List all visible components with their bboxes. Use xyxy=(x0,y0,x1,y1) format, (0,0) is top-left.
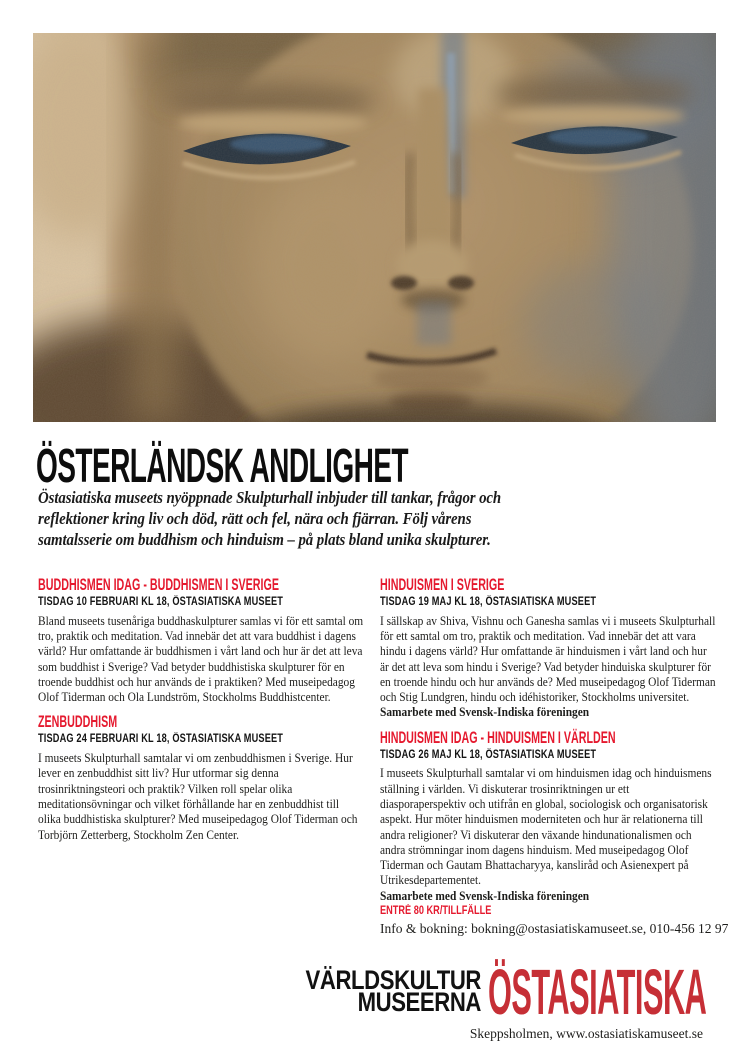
event-heading: HINDUISMEN I SVERIGE xyxy=(380,575,505,594)
event-description: I sällskap av Shiva, Vishnu och Ganesha samlas vi i museets Skulpturhall för ett samtal om tro, praktik och meditation. Vad innebär det att vara hindu i dagens värld? Hur omfattande är hinduismen i vårt land och hur är det att leva som hindu i Sverige? Vad betyder hinduiska skulpturer för en troende hindu och hur används de? Med museipedagog Olof Tiderman och Stig Lundgren, hindu och idéhistoriker, Stockholms universitet. xyxy=(380,612,716,705)
events-column-left xyxy=(38,576,364,851)
event-description: Bland museets tusenåriga buddhaskulpturer samlas vi för ett samtal om tro, praktik och meditation. Vad innebär det att vara buddhist i dagens värld? Hur omfattande är buddhismen i vårt land och hur är det att leva som buddhist i Sverige? Vad betyder buddhistiska skulpturer för en troende buddhist och hur används de i praktiken? Med museipedagog Olof Tiderman och Ola Lundström, Stockholms Buddhistcenter. xyxy=(38,612,364,705)
ostasiatiska-logo: ÖSTASIATISKA xyxy=(488,956,707,1028)
event-heading: BUDDHISMEN IDAG - BUDDHISMEN I SVERIGE xyxy=(38,575,279,594)
event-datetime: TISDAG 26 MAJ KL 18, ÖSTASIATISKA MUSEET xyxy=(380,748,597,761)
event-heading: ZENBUDDHISM xyxy=(38,712,118,732)
event-datetime: TISDAG 19 MAJ KL 18, ÖSTASIATISKA MUSEET xyxy=(380,596,597,608)
events-column-right xyxy=(380,576,716,912)
event-section-hinduismen-idag xyxy=(380,729,716,903)
intro-paragraph: Östasiatiska museets nyöppnade Skulpturhall inbjuder till tankar, frågor och reflektioner kring liv och död, rätt och fel, nära och fjärran. Följ vårens samtalsserie om buddhism och hinduism – på plats bland unika skulpturer. xyxy=(38,488,502,549)
varldskulturmuseerna-logo xyxy=(87,965,481,1017)
entry-fee-label: ENTRÉ 80 KR/TILLFÄLLE xyxy=(380,905,492,917)
booking-contact-line: Info & bokning: bokning@ostasiatiskamuseet.se, 010-456 12 97 xyxy=(380,920,729,936)
hero-photo xyxy=(33,33,716,422)
event-datetime: TISDAG 10 FEBRUARI KL 18, ÖSTASIATISKA MUSEET xyxy=(38,596,284,608)
buddha-face-illustration xyxy=(33,33,716,422)
booking-info-block xyxy=(380,905,728,937)
logo-line-1: VÄRLDSKULTUR xyxy=(305,965,481,995)
museum-address-tagline: Skeppsholmen, www.ostasiatiskamuseet.se xyxy=(469,1026,703,1041)
event-section-hinduismen-i-sverige xyxy=(380,576,716,720)
event-partner-note: Samarbete med Svensk-Indiska föreningen xyxy=(380,704,590,720)
event-description: I museets Skulpturhall samtalar vi om hinduismen idag och hinduismens ställning i världen. Vi diskuterar trosinriktningen ur ett diasporaperspektiv och utifrån en global, sociologisk och organisatorisk aspekt. Hur möter hinduismen moderniteten och hur är relationerna till andra religioner? Vi diskuterar den växande hindunationalismen och andra strömningar inom dagens hinduism. Med museipedagog Olof Tiderman och Gautam Bhattacharyya, kansliråd och Asienexpert på Utrikesdepartementet. xyxy=(380,765,712,888)
event-description: I museets Skulpturhall samtalar vi om zenbuddhismen i Sverige. Hur lever en zenbuddhist sitt liv? Hur utformar sig denna trosinriktningsteori och praktik? Vilken roll spelar olika meditationsövningar och vilket förhållande har en zenbuddhist till olika buddhistiska skulpturer? Med museipedagog Olof Tiderman och Torbjörn Zetterberg, Stockholm Zen Center. xyxy=(38,750,358,842)
event-heading: HINDUISMEN IDAG - HINDUISMEN I VÄRLDEN xyxy=(380,727,616,747)
event-datetime: TISDAG 24 FEBRUARI KL 18, ÖSTASIATISKA MUSEET xyxy=(38,733,284,746)
event-section-zenbuddhism xyxy=(38,713,364,841)
event-partner-note: Samarbete med Svensk-Indiska föreningen xyxy=(380,887,590,903)
page-title: ÖSTERLÄNDSK ANDLIGHET xyxy=(36,440,408,493)
logo-line-2: MUSEERNA xyxy=(357,987,481,1017)
event-section-buddhismen-idag xyxy=(38,576,364,704)
